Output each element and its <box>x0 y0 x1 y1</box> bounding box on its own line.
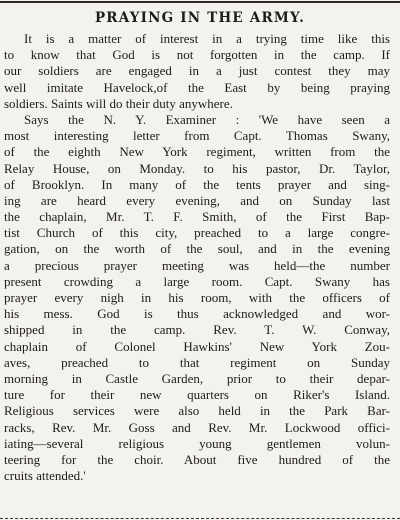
bottom-rule <box>0 518 400 519</box>
article-line: morning in Castle Garden, prior to their depar- <box>4 370 390 386</box>
article-line: his mess. God is thus acknowledged and wor- <box>4 306 390 322</box>
article-line: the chaplain, Mr. T. F. Smith, of the First Bap- <box>4 209 390 225</box>
article-line: well imitate Havelock,of the East by being praying <box>4 79 390 95</box>
article-title: PRAYING IN THE ARMY. <box>94 10 306 26</box>
article-line: present crowding a large room. Capt. Swany has <box>4 273 390 289</box>
article-line: chaplain of Colonel Hawkins' New York Zou- <box>4 338 390 354</box>
article-line: of Brooklyn. In many of the tents prayer and sing- <box>4 176 390 192</box>
article-line: aves, preached to that regiment on Sunday <box>4 354 390 370</box>
article-line: It is a matter of interest in a trying time like this <box>24 31 390 46</box>
article-line: Religious services were also held in the Park Bar- <box>4 403 390 419</box>
article-line: ture for their new quarters on Riker's Island. <box>4 387 390 403</box>
article-line: prayer every nigh in his room, with the officers of <box>4 290 390 305</box>
article-line: our soldiers are engaged in a just contest they may <box>4 63 390 79</box>
article-line: iating—several religious young gentlemen volun- <box>4 435 390 451</box>
article-line: a precious prayer meeting was held—the number <box>4 257 390 273</box>
article-line: racks, Rev. Mr. Goss and Rev. Mr. Lockwood offici- <box>4 419 390 435</box>
article-line: gation, on the worth of the soul, and in the evening <box>4 241 390 257</box>
article-line: teering for the choir. About five hundred of the <box>4 451 390 467</box>
article-line: most interesting letter from Capt. Thomas Swany, <box>4 128 390 144</box>
article-line: of the eighth New York regiment, written from the <box>4 144 390 160</box>
article-line: tist Church of this city, preached to a large congre- <box>4 225 390 241</box>
article-line: ing are heard every evening, and on Sunday last <box>4 192 390 208</box>
article-line: Says the N. Y. Examiner : 'We have seen a <box>24 111 390 127</box>
top-rule <box>0 1 400 3</box>
article-line: cruits attended.' <box>4 468 86 484</box>
article-body <box>4 31 390 484</box>
article-line: soldiers. Saints will do their duty anywhere. <box>4 95 233 111</box>
article-line: shipped in the camp. Rev. T. W. Conway, <box>4 322 390 338</box>
article-line: Relay House, on Monday. to his pastor, Dr. Taylor, <box>4 160 390 176</box>
article-line: to know that God is not forgotten in the camp. If <box>4 47 390 63</box>
